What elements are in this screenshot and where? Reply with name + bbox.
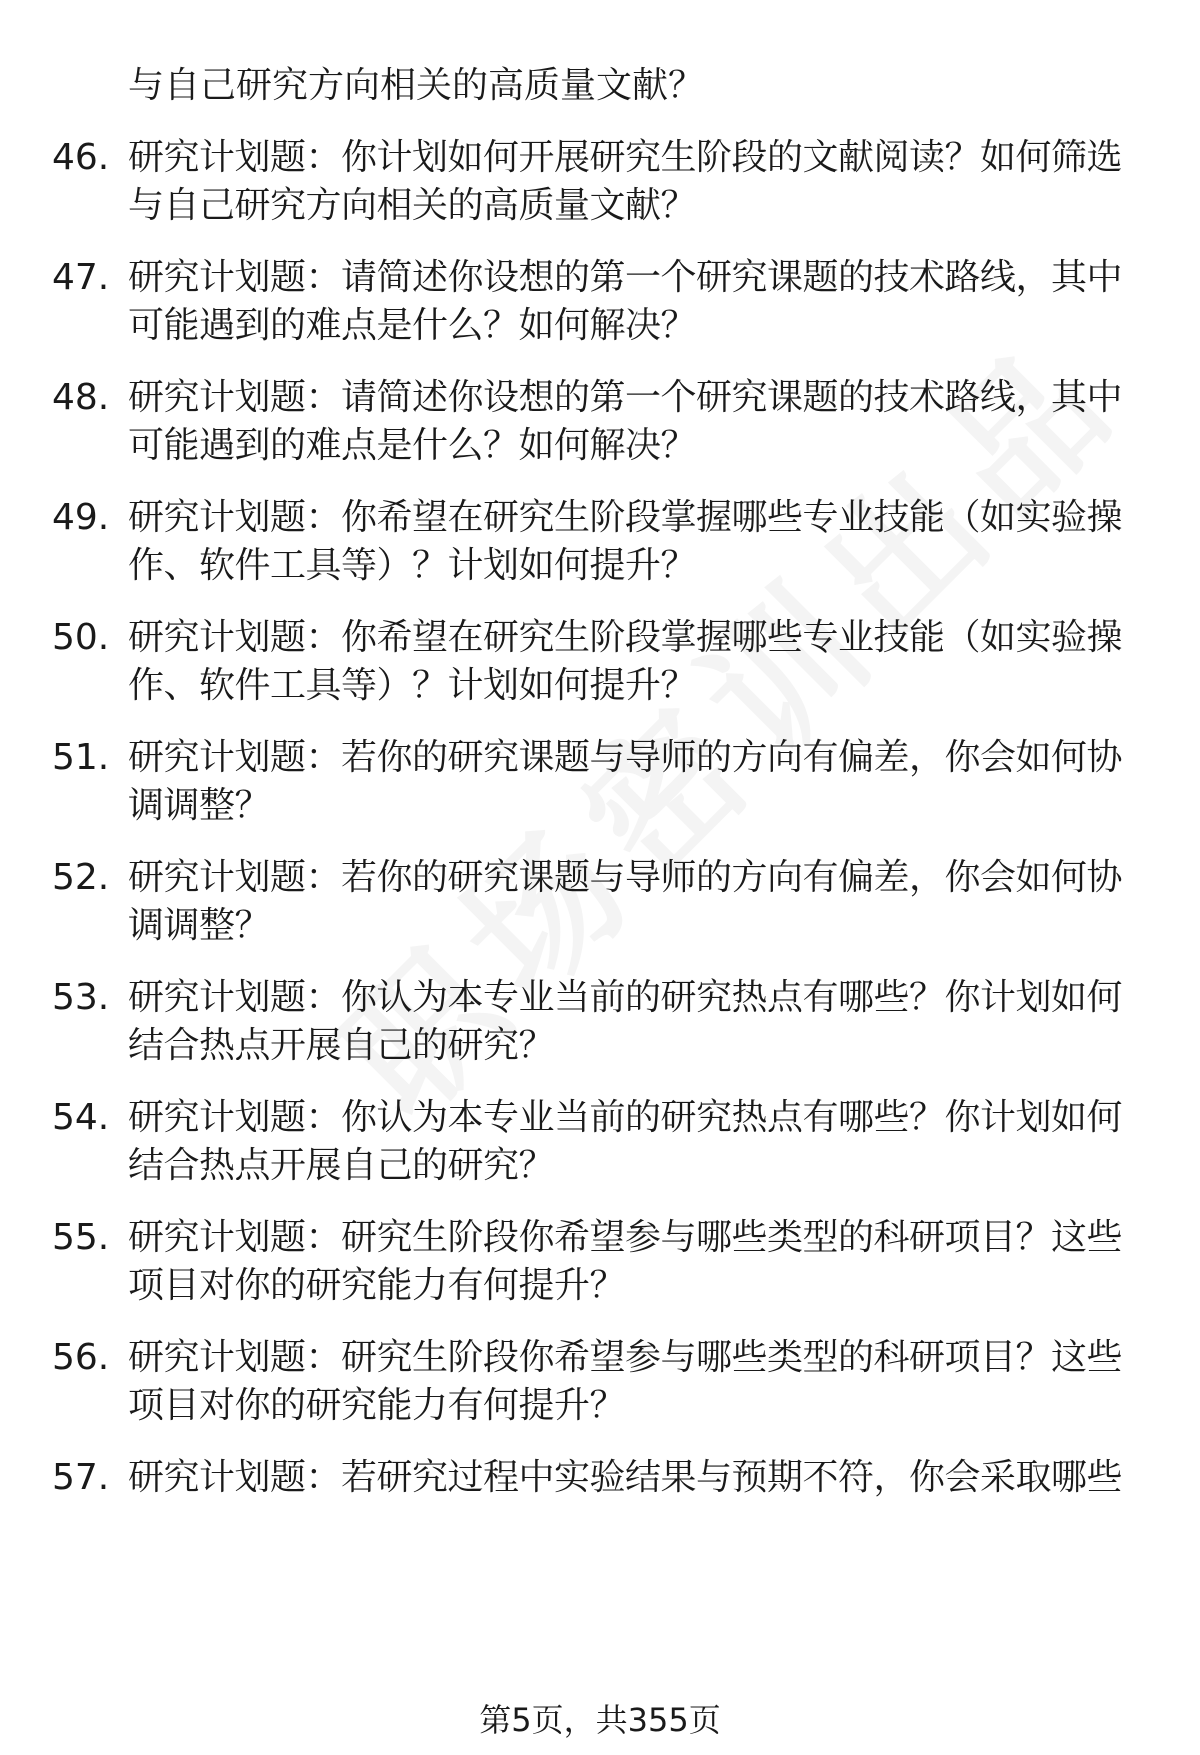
question-number: 47. (52, 257, 110, 298)
question-text: 研究计划题：若研究过程中实验结果与预期不符，你会采取哪些 (128, 1457, 1123, 1498)
question-number: 57. (52, 1457, 110, 1498)
question-text: 研究计划题：你希望在研究生阶段掌握哪些专业技能（如实验操作、软件工具等）？计划如何提升？ (128, 617, 1123, 706)
question-number: 46. (52, 137, 110, 178)
question-text: 研究计划题：你希望在研究生阶段掌握哪些专业技能（如实验操作、软件工具等）？计划如何提升？ (128, 497, 1123, 586)
question-text: 研究计划题：请简述你设想的第一个研究课题的技术路线，其中可能遇到的难点是什么？如何解决？ (128, 257, 1123, 346)
question-number: 51. (52, 737, 110, 778)
question-number: 55. (52, 1217, 110, 1258)
question-number: 54. (52, 1097, 110, 1138)
question-text: 研究计划题：你认为本专业当前的研究热点有哪些？你计划如何结合热点开展自己的研究？ (128, 977, 1123, 1066)
question-number: 56. (52, 1337, 110, 1378)
question-number: 52. (52, 857, 110, 898)
continuation-line: 与自己研究方向相关的高质量文献？ (128, 65, 705, 106)
question-number: 53. (52, 977, 110, 1018)
question-text: 研究计划题：你计划如何开展研究生阶段的文献阅读？如何筛选与自己研究方向相关的高质量文献？ (128, 137, 1123, 226)
question-text: 研究计划题：研究生阶段你希望参与哪些类型的科研项目？这些项目对你的研究能力有何提升？ (128, 1217, 1123, 1306)
question-text: 研究计划题：你认为本专业当前的研究热点有哪些？你计划如何结合热点开展自己的研究？ (128, 1097, 1123, 1186)
question-text: 研究计划题：请简述你设想的第一个研究课题的技术路线，其中可能遇到的难点是什么？如何解决？ (128, 377, 1123, 466)
question-number: 49. (52, 497, 110, 538)
question-text: 研究计划题：若你的研究课题与导师的方向有偏差，你会如何协调调整？ (128, 857, 1123, 946)
page-footer: 第5页，共355页 (479, 1701, 721, 1739)
question-number: 48. (52, 377, 110, 418)
question-text: 研究计划题：研究生阶段你希望参与哪些类型的科研项目？这些项目对你的研究能力有何提升？ (128, 1337, 1123, 1426)
question-number: 50. (52, 617, 110, 658)
question-text: 研究计划题：若你的研究课题与导师的方向有偏差，你会如何协调调整？ (128, 737, 1123, 826)
